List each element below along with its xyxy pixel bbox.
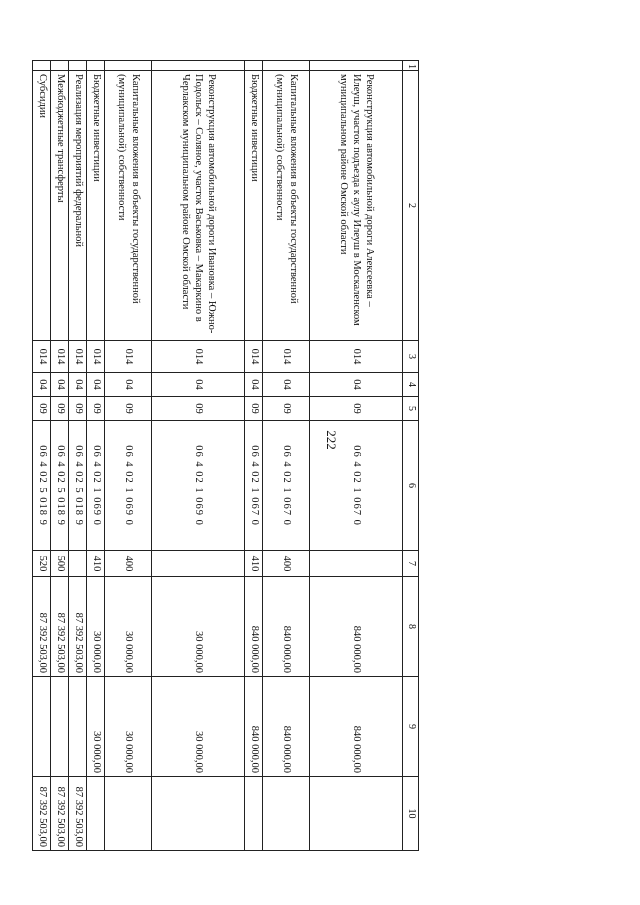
header-cell: 10 (403, 777, 419, 851)
cell-amount-total: 840 000,00 (310, 577, 403, 677)
cell-expense-type: 400 (105, 551, 152, 577)
cell-section: 04 (105, 373, 152, 397)
rotated-table-wrapper (36, 60, 419, 850)
cell-target-code: 06 4 02 1 069 0 (105, 421, 152, 551)
cell-ministry: 014 (263, 341, 310, 373)
table-row (51, 61, 69, 851)
cell-expense-type: 500 (51, 551, 69, 577)
header-cell: 8 (403, 577, 419, 677)
cell-ministry: 014 (51, 341, 69, 373)
cell-ministry: 014 (245, 341, 263, 373)
row-name: Межбюджетные трансферты (51, 71, 69, 341)
cell-expense-type (310, 551, 403, 577)
cell-subsection: 09 (87, 397, 105, 421)
cell-amount-total: 87 392 503,00 (69, 577, 87, 677)
cell-target-code: 06 4 02 1 067 0 (263, 421, 310, 551)
row-name: Бюджетные инвестиции (87, 71, 105, 341)
row-name: Реконструкция автомобильной дороги Ивановка – Южно-Подольск – Соляное, участок Васьковка – Макаркино в Черлакском муниципальном районе Омской области (152, 71, 245, 341)
cell-amount-federal (263, 777, 310, 851)
cell-target-code: 06 4 02 1 067 0 (245, 421, 263, 551)
cell-amount-regional: 840 000,00 (310, 677, 403, 777)
cell-amount-total: 30 000,00 (152, 577, 245, 677)
cell-amount-regional (69, 677, 87, 777)
cell-expense-type: 400 (263, 551, 310, 577)
cell-amount-regional: 30 000,00 (105, 677, 152, 777)
page-number: 222 (324, 430, 339, 450)
cell-amount-total: 30 000,00 (105, 577, 152, 677)
cell-section: 04 (87, 373, 105, 397)
header-cell: 3 (403, 341, 419, 373)
cell-amount-total: 840 000,00 (245, 577, 263, 677)
cell-subsection: 09 (69, 397, 87, 421)
cell-subsection: 09 (152, 397, 245, 421)
cell-amount-regional: 840 000,00 (263, 677, 310, 777)
cell-amount-federal: 87 392 503,00 (33, 777, 51, 851)
cell-section: 04 (310, 373, 403, 397)
cell-amount-federal (310, 777, 403, 851)
cell-target-code: 06 4 02 5 018 9 (51, 421, 69, 551)
cell-amount-federal (152, 777, 245, 851)
cell-amount-total: 87 392 503,00 (51, 577, 69, 677)
table-row (263, 61, 310, 851)
cell-subsection: 09 (263, 397, 310, 421)
cell-expense-type (69, 551, 87, 577)
row-name: Реконструкция автомобильной дороги Алексеевка – Илеуш, участок подъезда к аулу Илеуш в Москаленском муниципальном районе Омской области (310, 71, 403, 341)
cell-amount-regional: 30 000,00 (87, 677, 105, 777)
cell-amount-regional: 30 000,00 (152, 677, 245, 777)
table-row (33, 61, 51, 851)
cell-section: 04 (51, 373, 69, 397)
row-name: Реализация мероприятий федеральной (69, 71, 87, 341)
cell-section: 04 (152, 373, 245, 397)
cell-section: 04 (33, 373, 51, 397)
cell-amount-federal: 87 392 503,00 (51, 777, 69, 851)
cell-target-code: 06 4 02 1 069 0 (87, 421, 105, 551)
cell-amount-regional (51, 677, 69, 777)
cell-amount-federal (105, 777, 152, 851)
budget-table (33, 60, 420, 851)
cell-ministry: 014 (69, 341, 87, 373)
cell-amount-regional: 840 000,00 (245, 677, 263, 777)
cell-subsection: 09 (105, 397, 152, 421)
row-name: Бюджетные инвестиции (245, 71, 263, 341)
header-cell: 4 (403, 373, 419, 397)
header-cell: 1 (403, 61, 419, 71)
cell-section: 04 (245, 373, 263, 397)
cell-amount-total: 840 000,00 (263, 577, 310, 677)
cell-ministry: 014 (33, 341, 51, 373)
cell-target-code: 06 4 02 1 069 0 (152, 421, 245, 551)
header-cell: 2 (403, 71, 419, 341)
cell-expense-type: 410 (245, 551, 263, 577)
header-cell: 7 (403, 551, 419, 577)
table-row (310, 61, 403, 851)
row-name: Капитальные вложения в объекты государственной (муниципальной) собственности (105, 71, 152, 341)
cell-amount-federal (87, 777, 105, 851)
cell-ministry: 014 (310, 341, 403, 373)
cell-amount-total: 30 000,00 (87, 577, 105, 677)
table-row (105, 61, 152, 851)
cell-subsection: 09 (310, 397, 403, 421)
cell-subsection: 09 (51, 397, 69, 421)
row-name: Субсидии (33, 71, 51, 341)
cell-expense-type (152, 551, 245, 577)
cell-subsection: 09 (245, 397, 263, 421)
cell-section: 04 (263, 373, 310, 397)
cell-amount-regional (33, 677, 51, 777)
cell-section: 04 (69, 373, 87, 397)
header-cell: 9 (403, 677, 419, 777)
cell-target-code: 06 4 02 5 018 9 (33, 421, 51, 551)
cell-ministry: 014 (152, 341, 245, 373)
cell-ministry: 014 (87, 341, 105, 373)
cell-amount-federal: 87 392 503,00 (69, 777, 87, 851)
header-row (403, 61, 419, 851)
cell-expense-type: 410 (87, 551, 105, 577)
header-cell: 5 (403, 397, 419, 421)
row-name: Капитальные вложения в объекты государственной (муниципальной) собственности (263, 71, 310, 341)
cell-target-code: 06 4 02 1 067 0 (310, 421, 403, 551)
cell-amount-federal (245, 777, 263, 851)
table-row (69, 61, 87, 851)
table-row (87, 61, 105, 851)
cell-target-code: 06 4 02 5 018 9 (69, 421, 87, 551)
cell-subsection: 09 (33, 397, 51, 421)
table-row (245, 61, 263, 851)
header-cell: 6 (403, 421, 419, 551)
cell-expense-type: 520 (33, 551, 51, 577)
table-row (152, 61, 245, 851)
cell-amount-total: 87 392 503,00 (33, 577, 51, 677)
cell-ministry: 014 (105, 341, 152, 373)
